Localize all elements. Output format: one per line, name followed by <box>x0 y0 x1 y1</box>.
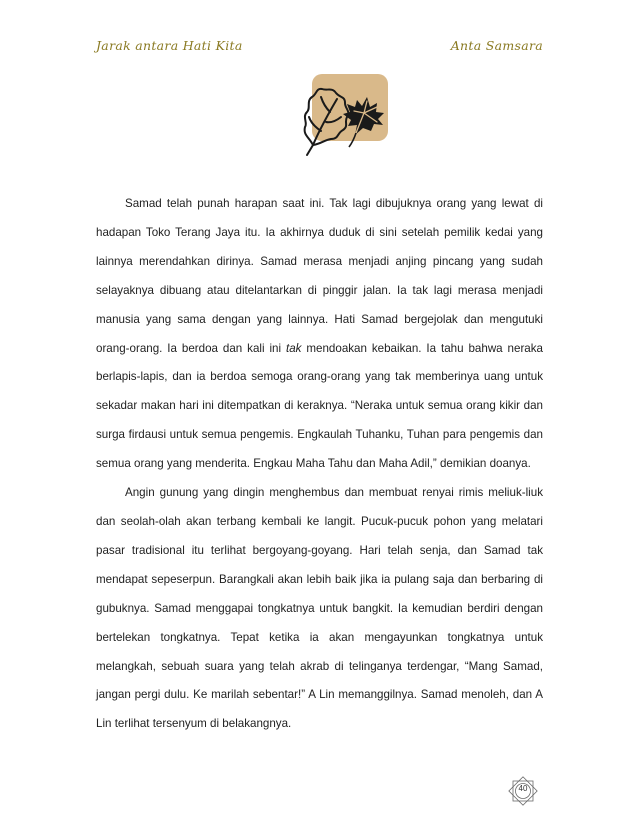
paragraph-2: Angin gunung yang dingin menghembus dan membuat renyai rimis meliuk-liuk dan seolah-olah akan terbang kembali ke langit. Pucuk-pucuk pohon yang melatari pasar tradisional itu terlihat bergoyang-goyang. Hari telah senja, dan Samad tak mendapat sepeserpun. Barangkali akan lebih baik jika ia pulang saja dan berbaring di gubuknya. Samad menggapai tongkatnya untuk bangkit. Ia kemudian berdiri dengan bertelekan tongkatnya. Tepat ketika ia akan mengayunkan tongkatnya untuk melangkah, sebuah suara yang telah akrab di telinganya terdengar, “Mang Samad, jangan pergi dulu. Ke marilah sebentar!” A Lin memanggilnya. Samad menoleh, dan A Lin terlihat tersenyum di belakangnya. <box>96 486 543 731</box>
autumn-leaves-icon <box>299 71 390 163</box>
page-number: 40 <box>518 784 528 793</box>
running-header-author: Anta Samsara <box>450 38 543 53</box>
emphasis: tak <box>285 341 302 355</box>
running-header-title: Jarak antara Hati Kita <box>96 38 243 53</box>
paragraph-1: Samad telah punah harapan saat ini. Tak lagi dibujuknya orang yang lewat di hadapan Toko Terang Jaya itu. Ia akhirnya duduk di sini setelah pemilik kedai yang lainnya merendahkan dirinya. Samad merasa menjadi anjing pincang yang sudah selayaknya dibuang atau ditelantarkan di pinggir jalan. Ia tak lagi merasa menjadi manusia yang sama dengan yang lainnya. Hati Samad bergejolak dan mengutuki orang-orang. Ia berdoa dan kali ini tak mendoakan kebaikan. Ia tahu bahwa neraka berlapis-lapis, dan ia berdoa semoga orang-orang yang tak memberinya uang untuk sekadar makan hari ini ditempatkan di keraknya. “Neraka untuk semua orang kikir dan surga firdausi untuk semua pengemis. Engkaulah Tuhanku, Tuhan para pengemis dan semua orang yang menderita. Engkau Maha Tahu dan Maha Adil,” demikian doanya. <box>96 197 543 471</box>
page-number-badge <box>505 773 541 809</box>
story-body <box>96 190 543 739</box>
